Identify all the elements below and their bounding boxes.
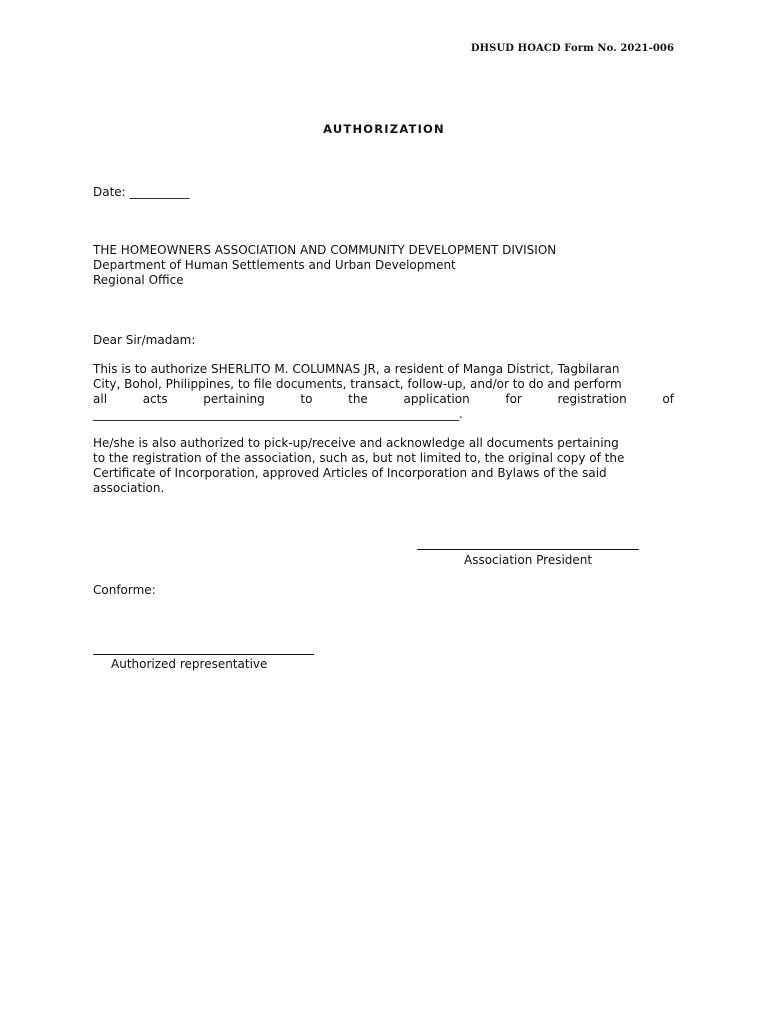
paragraph1-line3: all acts pertaining to the application for registration of <box>93 392 674 406</box>
paragraph2-line1: He/she is also authorized to pick-up/receive and acknowledge all documents pertaining <box>93 436 619 450</box>
form-number: DHSUD HOACD Form No. 2021-006 <box>470 43 674 54</box>
addressee-department: Department of Human Settlements and Urban Development <box>93 258 456 272</box>
authorization-paragraph <box>93 362 674 422</box>
representative-signature-line <box>93 654 314 655</box>
paragraph2-line2: to the registration of the association, such as, but not limited to, the original copy of the <box>93 451 625 465</box>
paragraph2-line4: association. <box>93 481 165 495</box>
salutation: Dear Sir/madam: <box>93 333 196 347</box>
addressee-office: Regional Office <box>93 273 184 287</box>
addressee-division: THE HOMEOWNERS ASSOCIATION AND COMMUNITY DEVELOPMENT DIVISION <box>93 243 557 257</box>
president-signature-line <box>417 549 639 550</box>
date-line: Date: __________ <box>93 185 190 199</box>
association-name-blank: _____________________________________________________________. <box>93 407 463 421</box>
paragraph2-line3: Certificate of Incorporation, approved Articles of Incorporation and Bylaws of the said <box>93 466 607 480</box>
representative-signature-label: Authorized representative <box>111 657 268 671</box>
paragraph1-line1: This is to authorize SHERLITO M. COLUMNAS JR, a resident of Manga District, Tagbilaran <box>93 362 620 376</box>
paragraph1-line2: City, Bohol, Philippines, to file documents, transact, follow-up, and/or to do and perform <box>93 377 622 391</box>
conforme-label: Conforme: <box>93 583 156 597</box>
president-signature-label: Association President <box>464 553 593 567</box>
pickup-paragraph <box>93 436 674 496</box>
document-title: AUTHORIZATION <box>323 122 445 136</box>
